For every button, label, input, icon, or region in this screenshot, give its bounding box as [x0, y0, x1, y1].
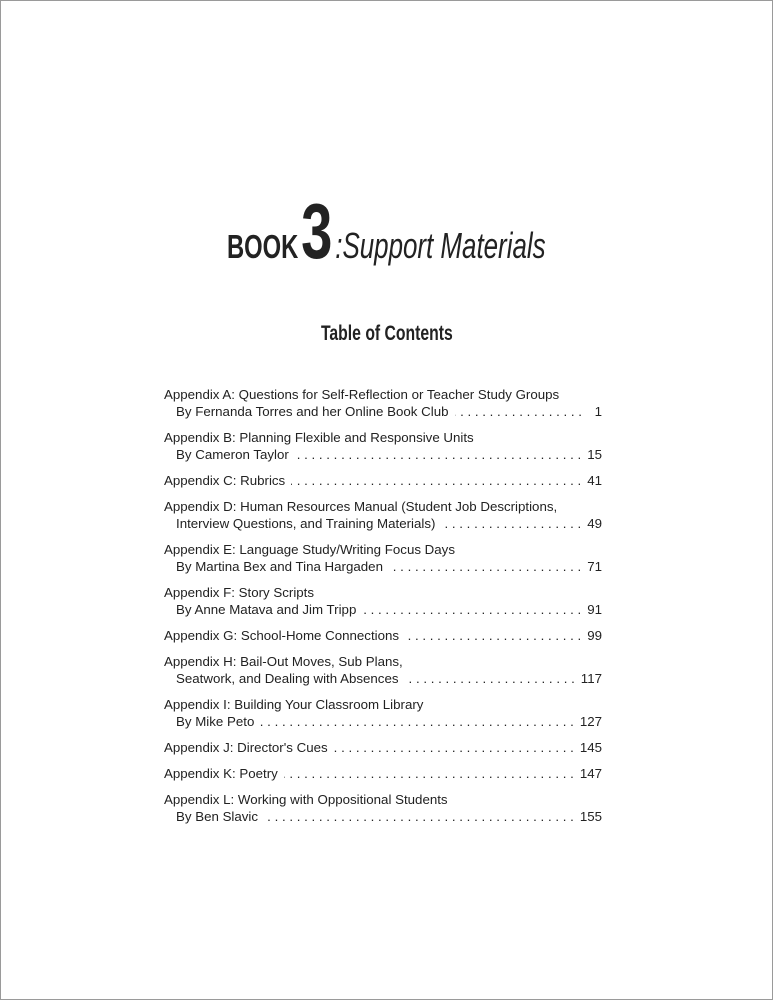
page-number: 155 — [579, 809, 602, 824]
toc-line — [164, 446, 602, 463]
toc-line — [164, 713, 602, 730]
dot-leader — [362, 601, 581, 618]
entry-title: Appendix G: School-Home Connections — [164, 628, 400, 643]
dot-leader — [264, 808, 574, 825]
entry-title: Appendix A: Questions for Self-Reflection or Teacher Study Groups — [164, 387, 560, 402]
page-number: 117 — [580, 671, 602, 686]
toc-line — [164, 558, 602, 575]
toc-line — [164, 653, 602, 670]
table-of-contents — [164, 386, 602, 834]
toc-line — [164, 791, 602, 808]
toc-entry[interactable] — [164, 739, 602, 756]
dot-leader — [405, 627, 581, 644]
book-number: 3 — [301, 187, 333, 275]
entry-author: By Ben Slavic — [176, 809, 259, 824]
toc-line — [164, 601, 602, 618]
entry-author: Seatwork, and Dealing with Absences — [176, 671, 399, 686]
page-number: 145 — [579, 740, 602, 755]
dot-leader — [260, 713, 573, 730]
dot-leader — [295, 446, 581, 463]
toc-line — [164, 765, 602, 782]
toc-line — [164, 739, 602, 756]
entry-author: By Mike Peto — [176, 714, 255, 729]
toc-entry[interactable] — [164, 541, 602, 575]
toc-entry[interactable] — [164, 627, 602, 644]
entry-title: Appendix E: Language Study/Writing Focus Days — [164, 542, 455, 557]
dot-leader — [284, 765, 574, 782]
toc-entry[interactable] — [164, 429, 602, 463]
toc-entry[interactable] — [164, 386, 602, 420]
page-number: 71 — [587, 559, 602, 574]
dot-leader — [389, 558, 581, 575]
entry-title: Appendix J: Director's Cues — [164, 740, 328, 755]
toc-line — [164, 472, 602, 489]
toc-entry[interactable] — [164, 653, 602, 687]
entry-title: Appendix B: Planning Flexible and Responsive Units — [164, 430, 474, 445]
entry-title: Appendix C: Rubrics — [164, 473, 286, 488]
toc-entry[interactable] — [164, 498, 602, 532]
toc-entry[interactable] — [164, 584, 602, 618]
entry-author: Interview Questions, and Training Materials) — [176, 516, 436, 531]
book-title — [0, 187, 773, 276]
entry-author: By Fernanda Torres and her Online Book Club — [176, 404, 449, 419]
toc-line — [164, 386, 602, 403]
page-number: 127 — [579, 714, 602, 729]
page-number: 41 — [587, 473, 602, 488]
dot-leader — [404, 670, 574, 687]
dot-leader — [455, 403, 583, 420]
entry-title: Appendix I: Building Your Classroom Library — [164, 697, 424, 712]
entry-title: Appendix D: Human Resources Manual (Student Job Descriptions, — [164, 499, 558, 514]
toc-entry[interactable] — [164, 696, 602, 730]
dot-leader — [291, 472, 581, 489]
page-number: 99 — [587, 628, 602, 643]
page-number: 1 — [594, 404, 602, 419]
toc-line — [164, 403, 602, 420]
toc-line — [164, 808, 602, 825]
entry-title: Appendix H: Bail-Out Moves, Sub Plans, — [164, 654, 403, 669]
entry-title: Appendix F: Story Scripts — [164, 585, 315, 600]
book-subtitle: Support Materials — [342, 225, 546, 266]
toc-line — [164, 515, 602, 532]
toc-line — [164, 429, 602, 446]
toc-line — [164, 696, 602, 713]
entry-title: Appendix L: Working with Oppositional Students — [164, 792, 448, 807]
dot-leader — [334, 739, 574, 756]
toc-line — [164, 627, 602, 644]
toc-line — [164, 498, 602, 515]
toc-entry[interactable] — [164, 472, 602, 489]
toc-line — [164, 541, 602, 558]
toc-line — [164, 670, 602, 687]
toc-entry[interactable] — [164, 765, 602, 782]
book-word: BOOK — [227, 228, 299, 265]
entry-title: Appendix K: Poetry — [164, 766, 278, 781]
entry-author: By Anne Matava and Jim Tripp — [176, 602, 357, 617]
page-number: 15 — [587, 447, 602, 462]
page-number: 91 — [587, 602, 602, 617]
entry-author: By Cameron Taylor — [176, 447, 289, 462]
page-number: 49 — [587, 516, 602, 531]
toc-entry[interactable] — [164, 791, 602, 825]
toc-heading: Table of Contents — [320, 322, 453, 345]
entry-author: By Martina Bex and Tina Hargaden — [176, 559, 383, 574]
dot-leader — [441, 515, 581, 532]
colon: : — [335, 225, 343, 266]
page-number: 147 — [579, 766, 602, 781]
toc-line — [164, 584, 602, 601]
